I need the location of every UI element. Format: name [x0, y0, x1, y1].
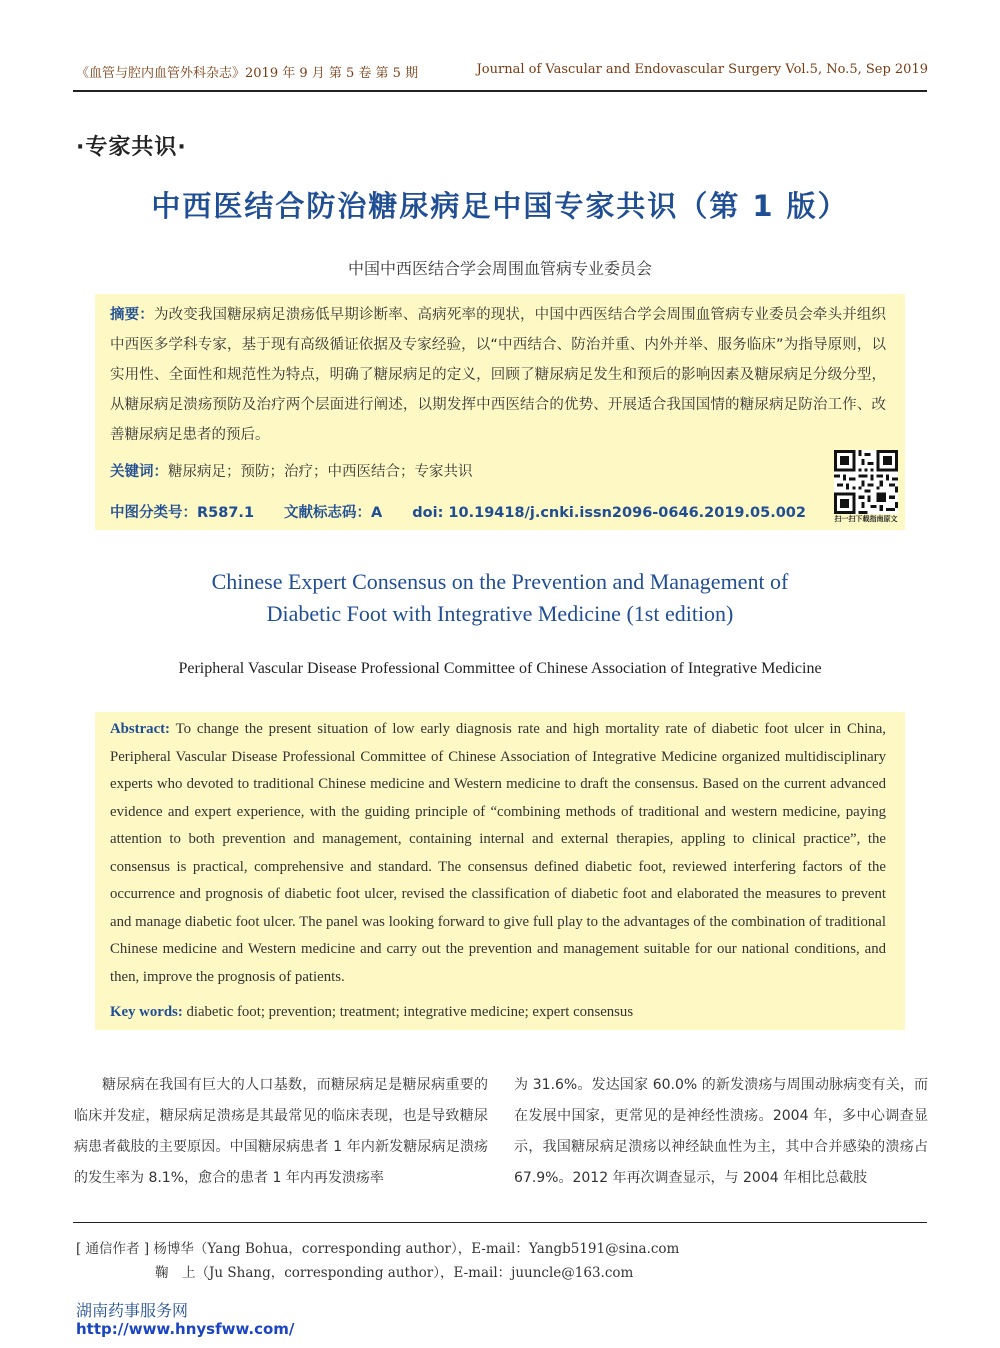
- body-column-right: 为 31.6%。发达国家 60.0% 的新发溃疡与周围动脉病变有关，而在发展中国家，更常见的是神经性溃疡。2004 年，多中心调查显示，我国糖尿病足溃疡以神经缺血性为主，其中合并感染的溃疡占 67.9%。2012 年再次调查显示，与 2004 年相比总截肢: [514, 1077, 928, 1186]
- section-label: ·专家共识·: [76, 135, 187, 160]
- footnote-line-2: 鞠 上（Ju Shang，corresponding author），E-mail：juuncle@163.com: [155, 1265, 634, 1281]
- title-en: [0, 566, 1000, 630]
- abstract-en-label: Abstract:: [110, 721, 170, 737]
- abstract-en: [110, 716, 886, 991]
- watermark-site-name: 湖南药事服务网: [76, 1301, 189, 1320]
- keywords-cn-text: 糖尿病足；预防；治疗；中西医结合；专家共识: [168, 464, 473, 480]
- journal-header-en: Journal of Vascular and Endovascular Surgery Vol.5, No.5, Sep 2019: [476, 62, 928, 77]
- abstract-cn-label: 摘要：: [110, 307, 154, 323]
- title-en-line-2: Diabetic Foot with Integrative Medicine (1st edition): [266, 601, 734, 626]
- title-cn: 中西医结合防治糖尿病足中国专家共识（第 1 版）: [151, 189, 849, 223]
- doc-code: 文献标志码：A: [284, 505, 383, 521]
- watermark-url-link[interactable]: http://www.hnysfww.com/: [76, 1320, 295, 1338]
- abstract-cn-text: 为改变我国糖尿病足溃疡低早期诊断率、高病死率的现状，中国中西医结合学会周围血管病专业委员会牵头并组织中西医多学科专家，基于现有高级循证依据及专家经验，以“中西结合、防治并重、内外并举、服务临床”为指导原则，以实用性、全面性和规范性为特点，明确了糖尿病足的定义，回顾了糖尿病足发生和预后的影响因素及糖尿病足分级分型，从糖尿病足溃疡预防及治疗两个层面进行阐述，以期发挥中西医结合的优势、开展适合我国国情的糖尿病足防治工作、改善糖尿病足患者的预后。: [110, 307, 887, 443]
- keywords-en-label: Key words:: [110, 1004, 183, 1020]
- footnote-rule: [73, 1222, 927, 1223]
- qr-caption: 扫一扫下载指南原文: [834, 515, 898, 523]
- header-rule: [73, 90, 927, 92]
- keywords-cn-label: 关键词：: [110, 464, 168, 480]
- author-en: Peripheral Vascular Disease Professional Committee of Chinese Association of Integrative Medicine: [178, 660, 822, 677]
- classification-line: [110, 501, 836, 522]
- title-en-line-1: Chinese Expert Consensus on the Prevention and Management of: [211, 569, 789, 594]
- doi-link[interactable]: doi: 10.19418/j.cnki.issn2096-0646.2019.05.002: [412, 505, 806, 521]
- journal-header-cn: 《血管与腔内血管外科杂志》2019 年 9 月 第 5 卷 第 5 期: [76, 66, 419, 81]
- clc-number: 中图分类号：R587.1: [110, 505, 255, 521]
- abstract-cn: [110, 300, 886, 450]
- keywords-en-text: diabetic foot; prevention; treatment; integrative medicine; expert consensus: [182, 1004, 634, 1020]
- keywords-cn: [110, 460, 473, 481]
- qr-code-icon[interactable]: [834, 450, 898, 514]
- body-column-left: 糖尿病在我国有巨大的人口基数，而糖尿病足是糖尿病重要的临床并发症，糖尿病足溃疡是其最常见的临床表现，也是导致糖尿病患者截肢的主要原因。中国糖尿病患者 1 年内新发糖尿病足溃疡的发生率为 8.1%，愈合的患者 1 年内再发溃疡率: [74, 1077, 488, 1186]
- author-cn: 中国中西医结合学会周围血管病专业委员会: [347, 259, 652, 278]
- footnote-line-1: [ 通信作者 ] 杨博华（Yang Bohua，corresponding author），E-mail：Yangb5191@sina.com: [76, 1241, 680, 1257]
- abstract-en-text: To change the present situation of low early diagnosis rate and high mortality rate of diabetic foot ulcer in China, Peripheral Vascular Disease Professional Committee of Chinese Association of Integrative Medicine organized multidisciplinary experts who devoted to traditional Chinese medicine and Western medicine to draft the consensus. Based on the current advanced evidence and expert experience, with the guiding principle of “combining methods of traditional and western medicine, paying attention to both prevention and management, containing internal and external therapies, appling to clinical practice”, the consensus is practical, comprehensive and standard. The consensus defined diabetic foot, reviewed interfering factors of the occurrence and prognosis of diabetic foot ulcer, revised the classification of diabetic foot and elaborated the measures to prevent and manage diabetic foot ulcer. The panel was looking forward to give full play to the advantages of the combination of traditional Chinese medicine and Western medicine and carry out the prevention and management suitable for our national conditions, and then, improve the prognosis of patients.: [110, 721, 886, 985]
- keywords-en: [110, 1004, 633, 1021]
